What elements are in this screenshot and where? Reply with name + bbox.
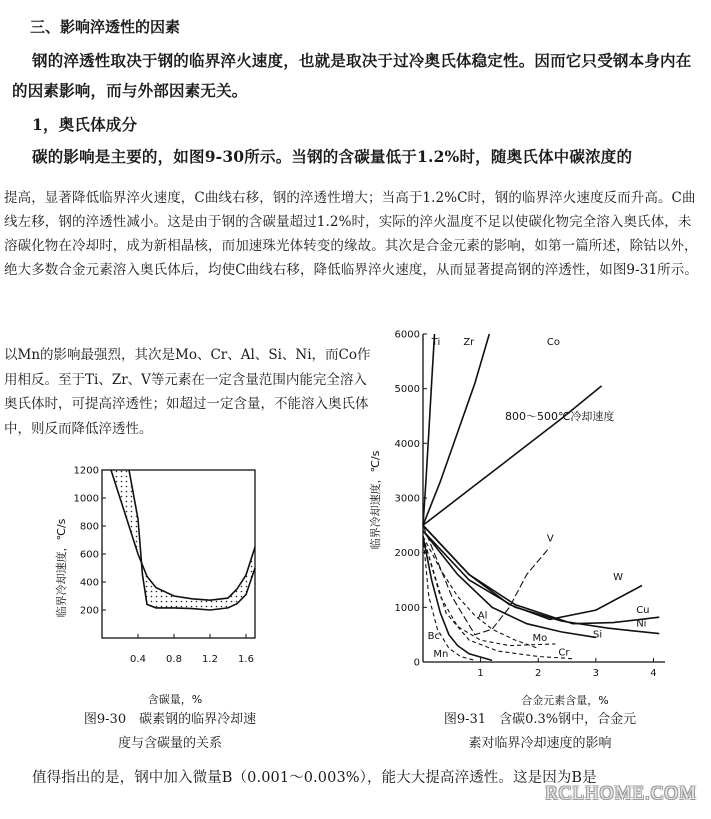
fig-9-31-annotation: 800～500℃冷却速度 <box>505 410 615 423</box>
fig-9-31-xtick-label: 3 <box>592 668 600 679</box>
watermark-text: RCLHOME.COM <box>545 783 697 804</box>
paragraph-1: 钢的淬透性取决于钢的临界淬火速度，也就是取决于过冷奥氏体稳定性。因而它只受钢本身内在的因素影响，而与外部因素无关。 <box>12 51 692 100</box>
paragraph-3: 值得指出的是，钢中加入微量B（0.001～0.003%），能大大提高淬透性。这是因为B是 <box>32 770 597 786</box>
fig-9-31-label-al: Al <box>477 610 488 622</box>
subheading-austenite-composition: 1，奥氏体成分 <box>32 115 138 134</box>
fig-9-30-ytick-label: 1000 <box>73 493 99 505</box>
fig-9-31-caption <box>390 708 690 756</box>
fig-9-30-xtick-label: 0.4 <box>130 654 146 665</box>
paragraph-2-lead: 碳的影响是主要的，如图9-30所示。当钢的含碳量低于1.2%时，随奥氏体中碳浓度的 <box>32 147 633 166</box>
fig-9-31-ytick-label: 5000 <box>394 384 420 396</box>
fig-9-30-ytick-label: 800 <box>79 521 99 533</box>
fig-9-31-chart <box>365 322 700 712</box>
fig-9-31-label-co: Co <box>546 336 560 348</box>
fig-9-30-ytick-label: 600 <box>79 549 99 561</box>
fig-9-31-ytick-label: 6000 <box>394 329 420 341</box>
fig-9-31-label-ti: Ti <box>431 336 441 348</box>
fig-9-31-label-w: W <box>613 572 624 583</box>
fig-9-30-xtick-label: 0.8 <box>166 654 182 665</box>
fig-9-31-label-bc: Bc <box>427 631 440 643</box>
fig-9-31-label-cr: Cr <box>558 647 570 659</box>
fig-9-31-ytick-label: 2000 <box>394 548 420 560</box>
fig-9-30-ytick-label: 400 <box>79 577 99 589</box>
fig-9-31-label-ni: Ni <box>636 618 647 630</box>
fig-9-31-xlabel: 合金元素含量，% <box>521 694 609 707</box>
fig-9-30-ylabel: 临界冷却速度，℃/s <box>55 518 68 618</box>
fig-9-31-label-zr: Zr <box>463 336 475 348</box>
fig-9-31-ylabel: 临界冷却速度，℃/s <box>369 450 382 550</box>
fig-9-31-xtick-label: 1 <box>477 668 484 679</box>
fig-9-31-ytick-label: 4000 <box>394 438 420 450</box>
fig-9-31-label-si: Si <box>592 629 603 641</box>
fig-9-31-label-cu: Cu <box>636 604 650 616</box>
fig-9-30-xlabel: 含碳量，% <box>147 693 203 706</box>
fig-9-31-line-si <box>423 531 596 638</box>
fig-9-30-axes <box>74 466 255 666</box>
fig-9-31-label-mo: Mo <box>532 633 548 645</box>
fig-9-31-caption-line2: 素对临界冷却速度的影响 <box>468 736 612 751</box>
fig-9-30-ytick-label: 200 <box>79 605 99 617</box>
fig-9-30-chart <box>40 460 280 710</box>
fig-9-31-caption-line1: 图9-31 含碳0.3%钢中，合金元 <box>443 712 637 727</box>
fig-9-30-caption-line1: 图9-30 碳素钢的临界冷却速 <box>83 712 257 727</box>
fig-9-30-caption <box>30 708 310 756</box>
fig-9-31-ytick-label: 1000 <box>394 602 420 614</box>
fig-9-31-label-v: V <box>546 533 554 545</box>
fig-9-30-xtick-label: 1.2 <box>202 654 218 665</box>
fig-9-31-axes <box>395 330 665 680</box>
fig-9-31-xtick-label: 2 <box>535 668 542 679</box>
fig-9-30-ytick-label: 1200 <box>73 465 99 477</box>
paragraph-2-side: 以Mn的影响最强烈，其次是Mo、Cr、Al、Si、Ni，而Co作用相反。至于Ti、Zr、V等元素在一定含量范围内能完全溶入奥氏体时，可提高淬透性；如超过一定含量，不能溶入奥氏体中，则反而降低淬透性。 <box>4 347 371 437</box>
paragraph-2-main: 提高，显著降低临界淬火速度，C曲线右移，钢的淬透性增大；当高于1.2%C时，钢的临界淬火速度反而升高。C曲线左移，钢的淬透性减小。这是由于钢的含碳量超过1.2%时，实际的淬火温度不足以使碳化物完全溶入奥氏体，未溶碳化物在冷却时，成为新相晶核，而加速珠光体转变的缘故。其次是合金元素的影响，如第一篇所述，除钴以外，绝大多数合金元素溶入奥氏体后，均使C曲线右移，降低临界淬火速度，从而显著提高钢的淬透性，如图9-31所示。 <box>4 190 698 278</box>
fig-9-30-caption-line2: 度与含碳量的关系 <box>117 736 222 751</box>
fig-9-31-line-ti <box>423 334 435 525</box>
fig-9-31-line-ni <box>423 531 659 634</box>
section-heading: 三、影响淬透性的因素 <box>30 18 181 36</box>
fig-9-31-ytick-label: 3000 <box>394 493 420 505</box>
fig-9-31-label-mn: Mn <box>433 649 449 661</box>
fig-9-31-ytick-label: 0 <box>413 657 420 669</box>
fig-9-31-xtick-label: 4 <box>650 668 657 679</box>
fig-9-30-xtick-label: 1.6 <box>238 654 254 665</box>
